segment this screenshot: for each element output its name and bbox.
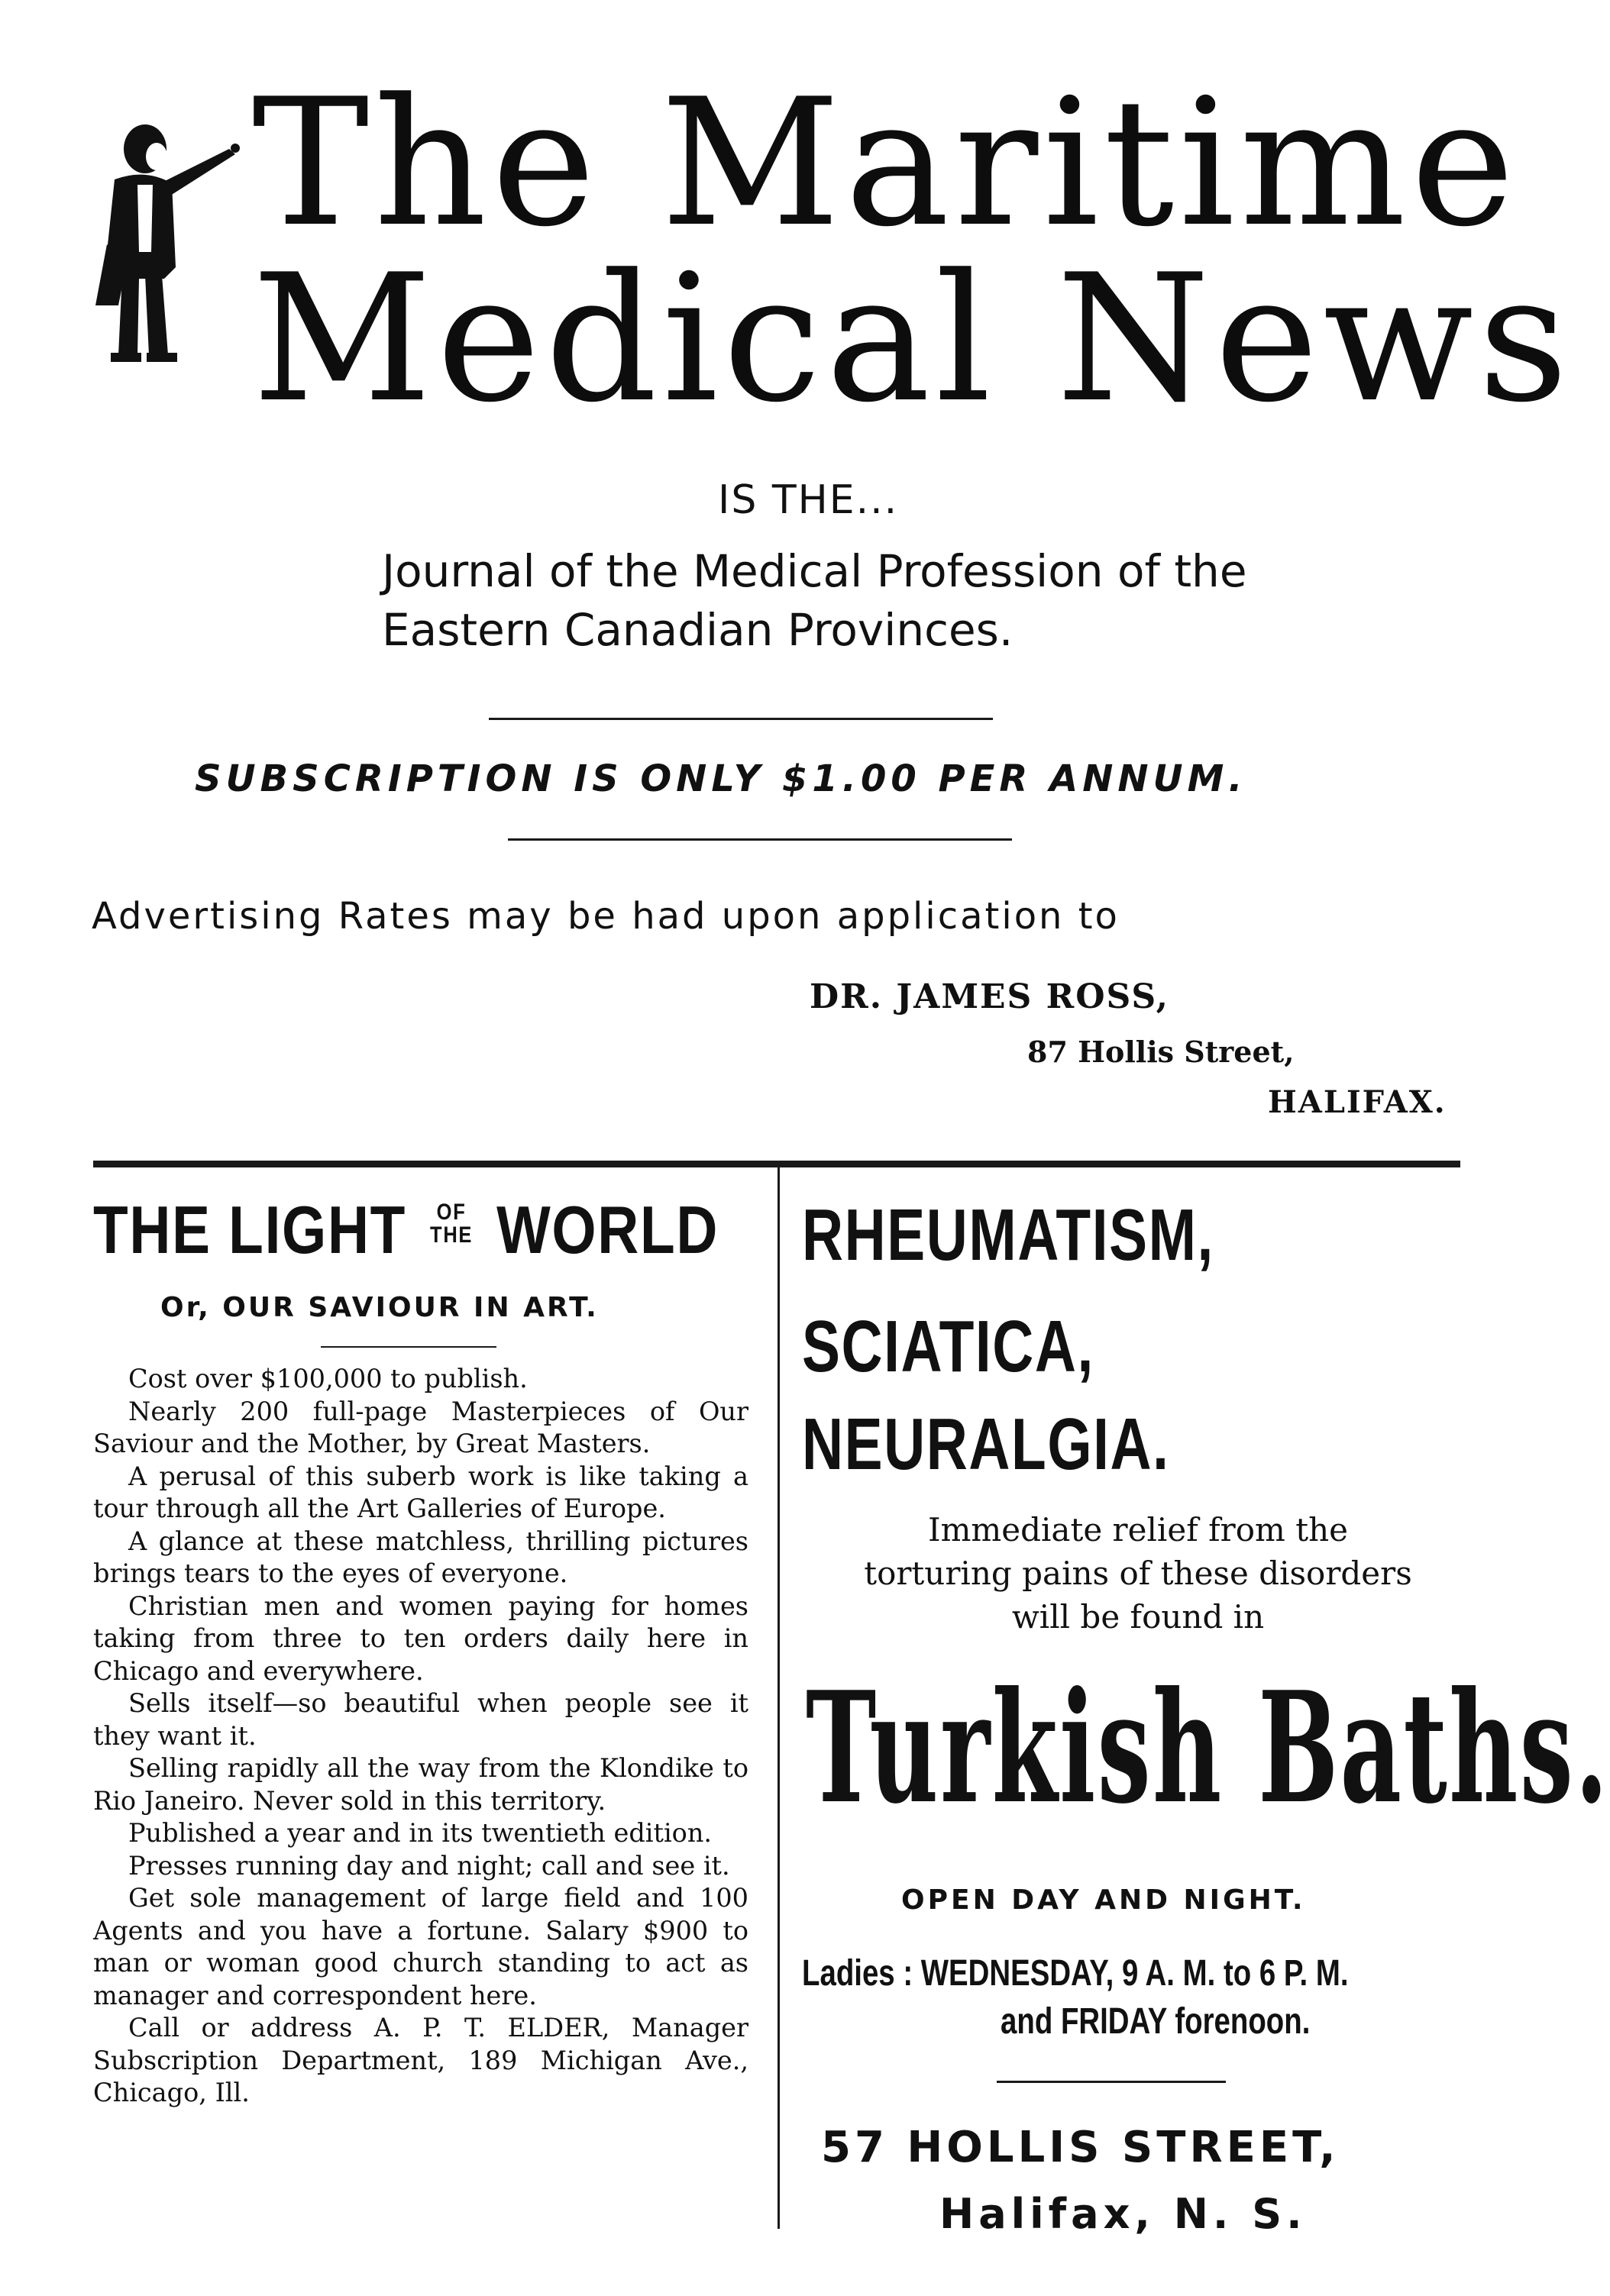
- contact-city: HALIFAX.: [1268, 1084, 1447, 1120]
- light-of-the-world-body: [93, 1363, 748, 2110]
- ad-paragraph: Published a year and in its twentieth edition.: [128, 1818, 713, 1848]
- ad-paragraph: Call or address A. P. T. ELDER, Manager Subscription Department, 189 Michigan Ave., Chicago, Ill.: [93, 2013, 748, 2107]
- advertising-rates-text: Advertising Rates may be had upon application to: [92, 895, 1120, 938]
- ladies-hours-line1: Ladies : WEDNESDAY, 9 A. M. to 6 P. M.: [802, 1953, 1349, 1994]
- ad-paragraph: Nearly 200 full-page Masterpieces of Our Saviour and the Mother, by Great Masters.: [93, 1396, 748, 1458]
- contact-name: DR. JAMES ROSS,: [810, 977, 1169, 1016]
- heading-neuralgia: NEURALGIA.: [802, 1403, 1170, 1485]
- ad-paragraph: Sells itself—so beautiful when people see it they want it.: [93, 1688, 748, 1751]
- divider-rule: [997, 2081, 1226, 2083]
- ad-paragraph: Christian men and women paying for homes taking from three to ten orders daily here in Chicago and everywhere.: [93, 1590, 748, 1686]
- divider-rule: [508, 838, 1012, 841]
- subscription-notice: SUBSCRIPTION IS ONLY $1.00 PER ANNUM.: [195, 757, 1247, 800]
- ad-paragraph: Presses running day and night; call and see it.: [128, 1850, 730, 1881]
- title-world: WORLD: [496, 1192, 719, 1267]
- divider-rule: [489, 718, 993, 720]
- gentleman-figure-illustration: [84, 115, 244, 367]
- title-light: LIGHT: [228, 1192, 407, 1267]
- is-the-text: IS THE...: [718, 477, 899, 523]
- title-of-the: OF THE: [430, 1200, 474, 1248]
- heading-rheumatism: RHEUMATISM,: [802, 1194, 1214, 1276]
- column-divider-rule: [778, 1167, 780, 2229]
- ad-paragraph: A perusal of this suberb work is like taking a tour through all the Art Galleries of Europe.: [93, 1461, 748, 1523]
- hollis-street-address: 57 HOLLIS STREET,: [821, 2123, 1340, 2172]
- divider-rule: [321, 1346, 496, 1348]
- masthead-title-line1: The Maritime: [252, 62, 1520, 266]
- turkish-baths-heading: Turkish Baths.: [806, 1658, 1610, 1838]
- journal-description-line2: Eastern Canadian Provinces.: [382, 604, 1014, 656]
- relief-text: Immediate relief from the torturing pains of these disorders will be found in: [864, 1511, 1412, 1636]
- halifax-ns: Halifax, N. S.: [939, 2190, 1307, 2238]
- contact-street: 87 Hollis Street,: [1027, 1035, 1295, 1069]
- ad-paragraph: Get sole management of large field and 100 Agents and you have a fortune. Salary $900 to man or woman good church standing to act as manager and correspondent here.: [93, 1883, 748, 2010]
- light-of-the-world-title: [93, 1191, 719, 1269]
- ad-paragraph: A glance at these matchless, thrilling pictures brings tears to the eyes of everyone.: [93, 1526, 748, 1588]
- open-hours: OPEN DAY AND NIGHT.: [901, 1884, 1306, 1916]
- ladies-hours-line2: and FRIDAY forenoon.: [1001, 2001, 1311, 2042]
- ad-paragraph: Cost over $100,000 to publish.: [128, 1364, 528, 1393]
- heading-sciatica: SCIATICA,: [802, 1306, 1094, 1387]
- ad-paragraph: Selling rapidly all the way from the Klondike to Rio Janeiro. Never sold in this territory.: [93, 1753, 748, 1816]
- journal-description-line1: Journal of the Medical Profession of the: [382, 545, 1247, 597]
- light-of-the-world-subtitle: Or, OUR SAVIOUR IN ART.: [160, 1292, 599, 1323]
- section-divider-rule: [93, 1161, 1460, 1167]
- title-the: THE: [93, 1192, 212, 1267]
- masthead-title-line2: Medical News: [252, 237, 1573, 441]
